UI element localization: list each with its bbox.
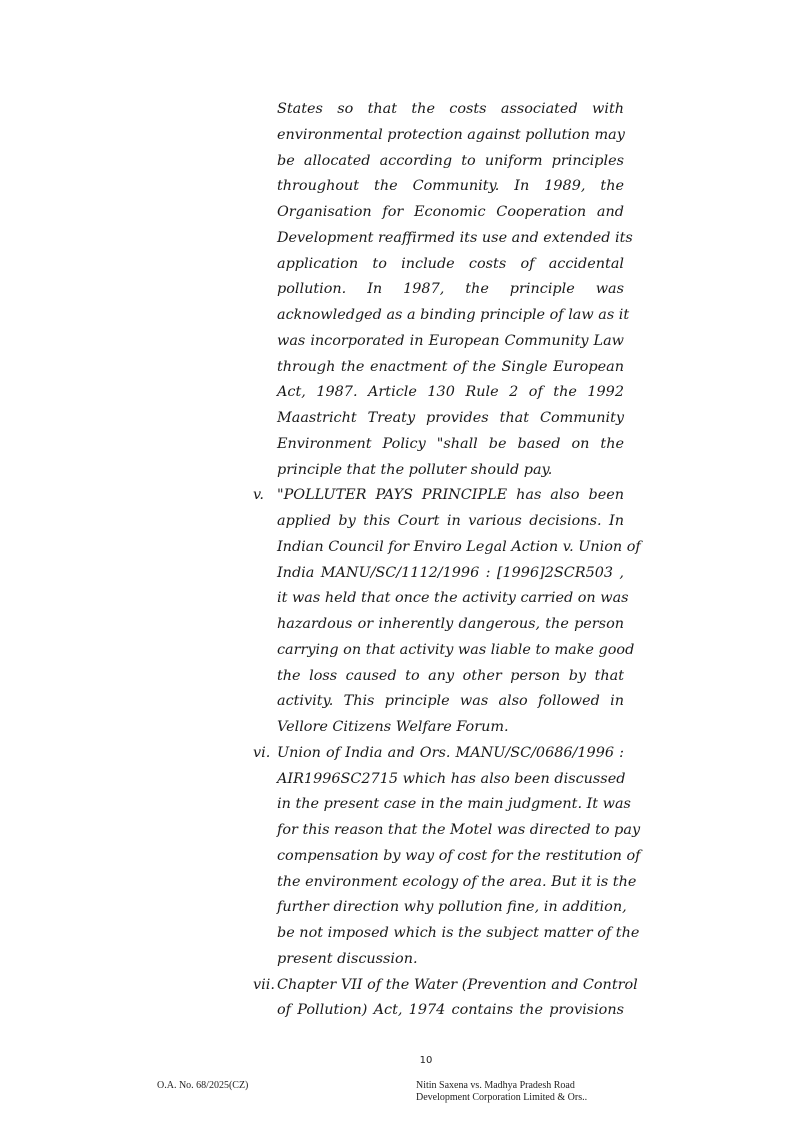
text-line: environmental protection against pollution may	[277, 126, 625, 143]
case-number: O.A. No. 68/2025(CZ)	[157, 1080, 249, 1091]
text-line: Organisation for Economic Cooperation and	[277, 204, 624, 220]
text-line: throughout the Community. In 1989, the	[277, 178, 624, 195]
text-line: the environment ecology of the area. But it is the	[277, 873, 637, 890]
text-line: AIR1996SC2715 which has also been discussed	[277, 770, 626, 787]
list-marker: v.	[253, 487, 264, 504]
case-title-line-1: Nitin Saxena vs. Madhya Pradesh Road	[416, 1080, 575, 1091]
text-line: Union of India and Ors. MANU/SC/0686/1996 :	[277, 744, 624, 761]
paragraph	[277, 741, 641, 973]
text-line: Maastricht Treaty provides that Community	[277, 410, 624, 426]
text-line: be not imposed which is the subject matter of the	[277, 925, 640, 941]
text-line: compensation by way of cost for the restitution of	[277, 847, 641, 864]
paragraph	[277, 973, 638, 1025]
text-line: principle that the polluter should pay.	[277, 461, 553, 478]
text-line: India MANU/SC/1112/1996 : [1996]2SCR503 ,	[277, 564, 624, 581]
paragraph	[277, 97, 633, 483]
text-line: it was held that once the activity carried on was	[277, 590, 629, 607]
paragraph	[277, 483, 641, 741]
text-line: in the present case in the main judgment. It was	[277, 796, 631, 813]
text-line: be allocated according to uniform principles	[277, 152, 624, 169]
text-line: Chapter VII of the Water (Prevention and Control	[277, 976, 638, 993]
text-line: for this reason that the Motel was directed to pay	[277, 822, 641, 838]
text-line: present discussion.	[277, 950, 418, 967]
text-line: applied by this Court in various decisions. In	[277, 513, 624, 529]
text-line: of Pollution) Act, 1974 contains the provisions	[277, 1002, 624, 1019]
text-line: hazardous or inherently dangerous, the person	[277, 616, 624, 632]
text-line: was incorporated in European Community Law	[277, 332, 624, 349]
case-title-line-2: Development Corporation Limited & Ors..	[416, 1092, 588, 1103]
text-line: Development reaffirmed its use and extended its	[277, 229, 633, 246]
text-line: application to include costs of accidental	[277, 255, 624, 272]
text-line: "POLLUTER PAYS PRINCIPLE has also been	[277, 487, 624, 504]
text-line: the loss caused to any other person by that	[277, 667, 624, 684]
list-marker: vii.	[253, 976, 275, 993]
text-line: States so that the costs associated with	[277, 101, 624, 117]
text-line: through the enactment of the Single European	[277, 358, 624, 375]
text-line: Act, 1987. Article 130 Rule 2 of the 1992	[277, 384, 624, 401]
text-line: Environment Policy "shall be based on the	[277, 435, 624, 452]
text-line: Vellore Citizens Welfare Forum.	[277, 719, 509, 735]
text-line: activity. This principle was also followed in	[277, 693, 624, 710]
text-line: pollution. In 1987, the principle was	[277, 281, 624, 298]
text-line: acknowledged as a binding principle of law as it	[277, 307, 630, 323]
text-line: further direction why pollution fine, in addition,	[277, 899, 627, 916]
text-line: Indian Council for Enviro Legal Action v. Union of	[277, 538, 641, 555]
case-title	[416, 1080, 587, 1104]
page-number: 10	[419, 1055, 433, 1066]
list-marker: vi.	[253, 744, 271, 761]
text-line: carrying on that activity was liable to make good	[277, 641, 635, 658]
